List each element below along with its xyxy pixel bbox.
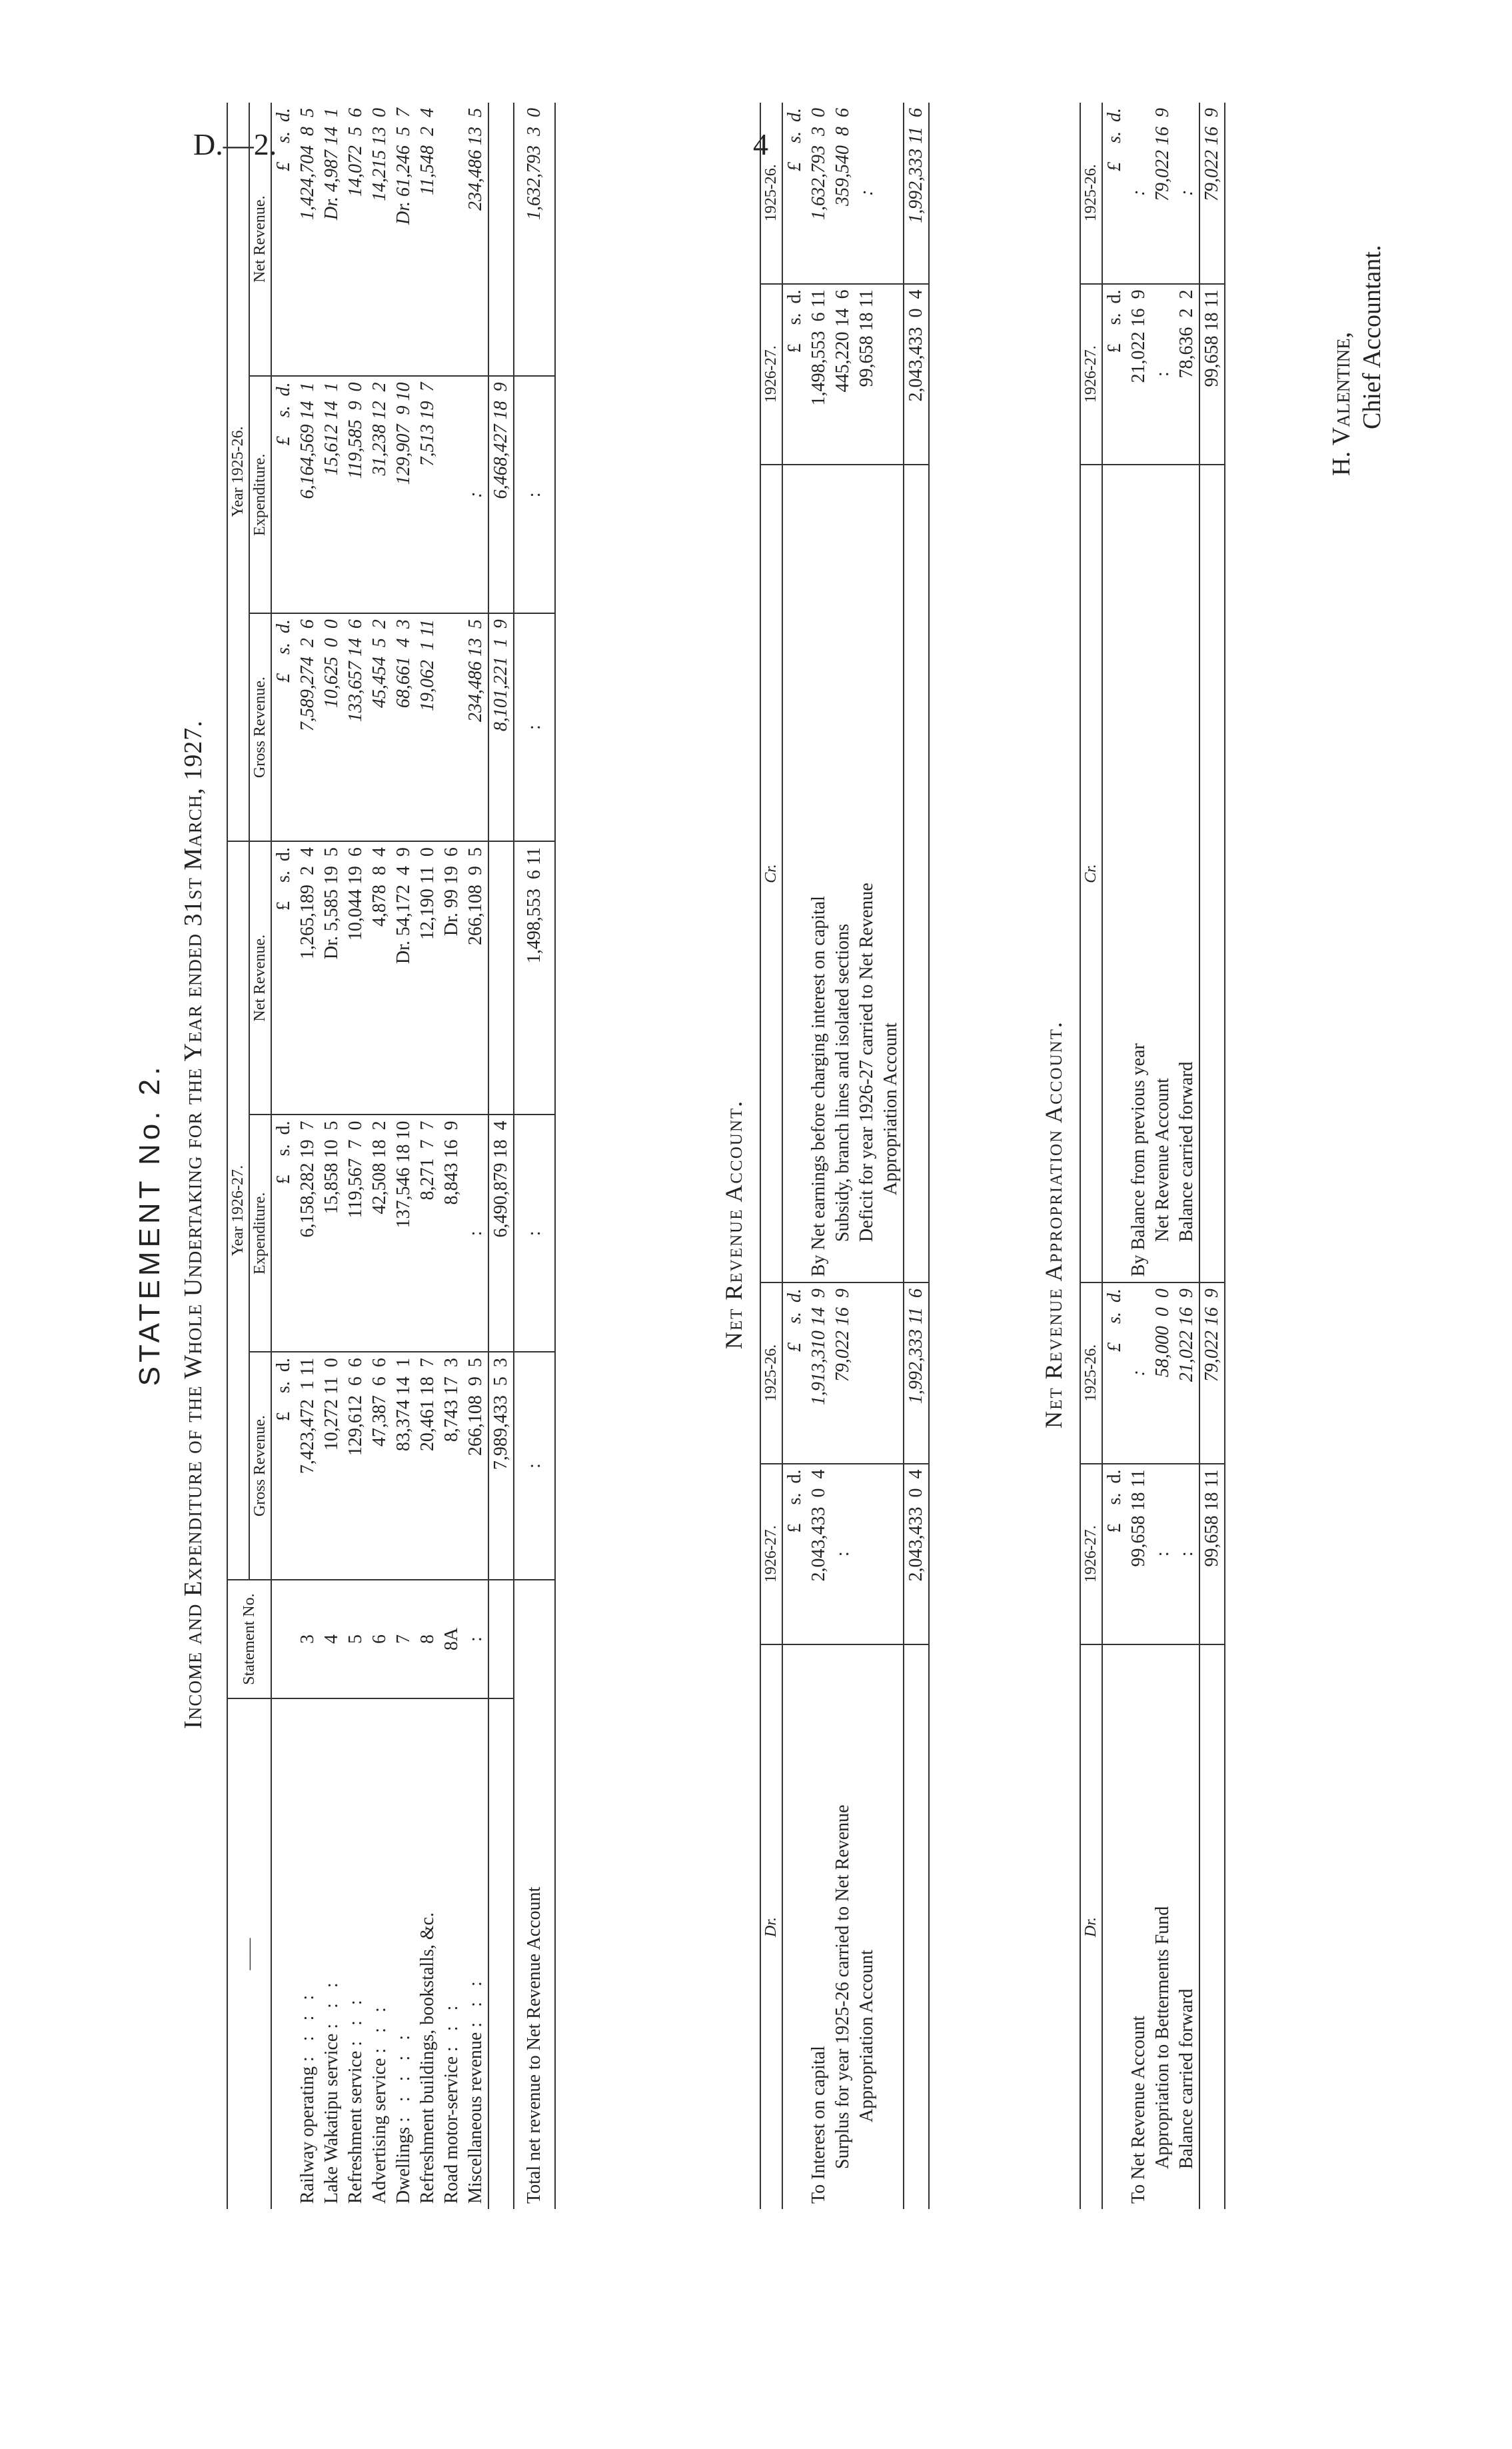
dr-total: 2,043,433 0 4: [904, 1464, 929, 1644]
account-row: [831, 103, 855, 2209]
year-current-header: 1926-27.: [1080, 1464, 1102, 1644]
row-label: Dwellings: [393, 2126, 414, 2204]
row-dots: : : :: [345, 1994, 366, 2046]
row-label: Advertising service: [369, 2058, 390, 2204]
gross-value-prev: 68,661 4 3: [392, 613, 416, 841]
dr-value-prev: 1,913,310 14 9: [807, 1282, 831, 1463]
expenditure-value-prev: 6,164,569 14 1: [296, 376, 320, 613]
year-previous-header: 1925-26.: [1082, 164, 1100, 222]
net-value-prev: 14,072 5 6: [345, 108, 366, 197]
dr-value-prev: :: [1127, 1282, 1151, 1463]
units: £ s. d.: [271, 1115, 296, 1352]
expenditure-value-prev: 31,238 12 2: [368, 376, 392, 613]
row-label: Lake Wakatipu service: [321, 2033, 342, 2204]
net-dr: Dr.: [393, 941, 414, 965]
units: £ s. d.: [782, 284, 807, 465]
gross-value: 20,461 18 7: [416, 1352, 440, 1580]
net-header: Net Revenue.: [249, 841, 271, 1115]
row-dots: : : :: [369, 2002, 390, 2054]
cr-line: Appropriation Account: [879, 465, 904, 1282]
cr-value-prev: :: [856, 189, 877, 196]
gross-value: 266,108 9 5: [464, 1352, 488, 1580]
gross-value-prev: 10,625 0 0: [320, 613, 344, 841]
net-total-label: Total net revenue to Net Revenue Account: [514, 1580, 555, 2209]
account-row: [1127, 103, 1151, 2209]
cr-total: 2,043,433 0 4: [904, 284, 929, 465]
dr-value: [855, 1464, 879, 1644]
cr-value: 99,658 18 11: [855, 284, 879, 465]
units: £ s. d.: [1104, 108, 1125, 171]
gross-value-prev: [440, 613, 464, 841]
expenditure-value: 8,271 7 7: [416, 1115, 440, 1352]
net-value-prev: 234,486 13 5: [465, 108, 486, 211]
units: £ s. d.: [273, 108, 294, 171]
expenditure-value-prev: 7,513 19 7: [416, 376, 440, 613]
signature-block: [1326, 245, 1387, 476]
dr-value: :: [1151, 1464, 1175, 1644]
net-revenue-account-title: Net Revenue Account.: [720, 1099, 747, 1350]
row-statement-no: :: [464, 1580, 488, 1698]
year-previous-header: 1925-26.: [1080, 1282, 1102, 1463]
net-total-current: 1,498,553 6 11: [514, 841, 555, 1115]
expenditure-value-prev: 15,612 14 1: [320, 376, 344, 613]
table-row: [416, 103, 440, 2209]
row-dots: : : : : :: [393, 2029, 414, 2122]
cr-header: Cr.: [760, 465, 782, 1282]
units: £ s. d.: [271, 376, 296, 613]
cr-value-prev: 1,632,793 3 0: [808, 108, 829, 220]
cr-line: By Balance from previous year: [1127, 465, 1151, 1282]
gross-value: 83,374 14 1: [392, 1352, 416, 1580]
cr-value: :: [1151, 284, 1175, 465]
row-statement-no: 3: [296, 1580, 320, 1698]
dr-value-prev: [855, 1282, 879, 1463]
expenditure-total: 6,490,879 18 4: [488, 1115, 514, 1352]
year-current-header: Year 1926-27.: [227, 841, 249, 1580]
dr-value: :: [831, 1464, 855, 1644]
net-dr: Dr.: [321, 936, 342, 960]
net-value-prev: 1,424,704 8 5: [297, 108, 318, 220]
row-dots: : : :: [441, 2000, 462, 2052]
expenditure-value: :: [464, 1115, 488, 1352]
dr-value: 99,658 18 11: [1127, 1464, 1151, 1644]
row-statement-no: 8: [416, 1580, 440, 1698]
units: £ s. d.: [782, 1464, 807, 1644]
units: £ s. d.: [271, 1352, 296, 1580]
net-total-row: Total net revenue to Net Revenue Account : : 1,498,553 6 11 : : 1,632,793 3 0: [514, 103, 555, 2209]
signatory-title: Chief Accountant.: [1358, 245, 1386, 429]
statement-title: STATEMENT No. 2.: [133, 1063, 166, 1386]
gross-value: 47,387 6 6: [368, 1352, 392, 1580]
cr-value-prev: 359,540 8 6: [832, 108, 853, 206]
year-current-header: 1926-27.: [1080, 284, 1102, 465]
dr-total-prev: 1,992,333 11 6: [904, 1282, 929, 1463]
net-value: 10,044 19 6: [345, 847, 366, 941]
net-value-prev: 14,215 13 0: [369, 108, 390, 201]
gross-value: 129,612 6 6: [344, 1352, 368, 1580]
expenditure-header-prev: Expenditure.: [249, 376, 271, 613]
row-dots: : : :: [321, 1977, 342, 2029]
gross-value-prev: 19,062 1 11: [416, 613, 440, 841]
row-statement-no: 7: [392, 1580, 416, 1698]
account-totals-row: [904, 103, 929, 2209]
gross-value-prev: 234,486 13 5: [464, 613, 488, 841]
dr-value-prev: 21,022 16 9: [1175, 1282, 1199, 1463]
net-total-previous: 1,632,793 3 0: [524, 108, 544, 220]
dr-value: 2,043,433 0 4: [807, 1464, 831, 1644]
row-label: Miscellaneous revenue: [465, 2032, 486, 2204]
net-value-prev: 4,987 14 1: [321, 108, 342, 192]
net-value-prev: 61,246 5 7: [393, 108, 414, 197]
expenditure-value-prev: :: [464, 376, 488, 613]
year-previous-header: 1925-26.: [760, 1282, 782, 1463]
expenditure-value: 8,843 16 9: [440, 1115, 464, 1352]
dr-line: Appropriation to Betterments Fund: [1151, 1644, 1175, 2209]
year-previous-header: Year 1925-26.: [227, 103, 249, 841]
table-row: [296, 103, 320, 2209]
net-value: 1,265,189 2 4: [297, 847, 318, 960]
net-dr: Dr.: [441, 913, 462, 937]
particulars-header: ——: [227, 1698, 271, 2209]
account-row: [1151, 103, 1175, 2209]
cr-total: 99,658 18 11: [1199, 284, 1225, 465]
expenditure-value-prev: 119,585 9 0: [344, 376, 368, 613]
cr-line: Net Revenue Account: [1151, 465, 1175, 1282]
units: £ s. d.: [782, 1282, 807, 1463]
row-dots: : : : :: [297, 1989, 318, 2062]
cr-value: 1,498,553 6 11: [807, 284, 831, 465]
cr-value-prev: :: [1128, 189, 1149, 196]
expenditure-value: 6,158,282 19 7: [296, 1115, 320, 1352]
gross-value: 7,423,472 1 11: [296, 1352, 320, 1580]
row-statement-no: 5: [344, 1580, 368, 1698]
dr-value-prev: 58,000 0 0: [1151, 1282, 1175, 1463]
cr-value-prev: :: [1176, 189, 1197, 196]
gross-value: 10,272 11 0: [320, 1352, 344, 1580]
units: £ s. d.: [784, 108, 805, 171]
net-revenue-account-table: [760, 103, 930, 2209]
account-row: [855, 103, 879, 2209]
units: £ s. d.: [271, 613, 296, 841]
table-row: [344, 103, 368, 2209]
dr-header: Dr.: [1080, 1644, 1102, 2209]
gross-header-prev: Gross Revenue.: [249, 613, 271, 841]
net-value: 5,585 19 5: [321, 847, 342, 932]
cr-value: 21,022 16 9: [1127, 284, 1151, 465]
dr-line: Appropriation Account: [855, 1644, 879, 2209]
dr-value: :: [1175, 1464, 1199, 1644]
net-value: 54,172 4 9: [393, 847, 414, 937]
net-value: 4,878 8 4: [369, 847, 390, 927]
net-header-prev: Net Revenue.: [251, 195, 269, 283]
table-row: [392, 103, 416, 2209]
year-current-header: 1926-27.: [760, 284, 782, 465]
expenditure-value-prev: 129,907 9 10: [392, 376, 416, 613]
gross-value-prev: 45,454 5 2: [368, 613, 392, 841]
dr-value-prev: 79,022 16 9: [831, 1282, 855, 1463]
statement-subtitle: Income and Expenditure of the Whole Undertaking for the Year ended 31st March, 1927.: [179, 720, 207, 1729]
gross-value: 8,743 17 3: [440, 1352, 464, 1580]
page-reference: D.—2.: [193, 127, 277, 161]
net-dr-prev: Dr.: [321, 197, 342, 221]
table-row: [320, 103, 344, 2209]
row-label: Refreshment buildings, bookstalls, &c.: [417, 1912, 438, 2204]
gross-value-prev: 7,589,274 2 6: [296, 613, 320, 841]
cr-line: Deficit for year 1926-27 carried to Net Revenue: [855, 465, 879, 1282]
table-row: [440, 103, 464, 2209]
year-current-header: 1926-27.: [760, 1464, 782, 1644]
row-label: Railway operating: [297, 2066, 318, 2204]
expenditure-header: Expenditure.: [249, 1115, 271, 1352]
appropriation-account-title: Net Revenue Appropriation Account.: [1040, 1021, 1067, 1428]
signatory-name: H. Valentine,: [1327, 331, 1355, 476]
year-previous-header: 1925-26.: [762, 164, 780, 222]
units: £ s. d.: [1102, 284, 1127, 465]
cr-value: 445,220 14 6: [831, 284, 855, 465]
net-value: 266,108 9 5: [465, 847, 486, 946]
cr-header: Cr.: [1080, 465, 1102, 1282]
row-label: Refreshment service: [345, 2050, 366, 2204]
cr-line: By Net earnings before charging interest on capital: [807, 465, 831, 1282]
cr-line: Subsidy, branch lines and isolated sections: [831, 465, 855, 1282]
statement-no-header: Statement No.: [227, 1580, 271, 1698]
expenditure-value: 15,858 10 5: [320, 1115, 344, 1352]
cr-line: Balance carried forward: [1175, 465, 1199, 1282]
totals-row: [488, 103, 514, 2209]
cr-value-prev: 79,022 16 9: [1152, 108, 1173, 201]
row-statement-no: 4: [320, 1580, 344, 1698]
row-dots: : : :: [465, 1976, 486, 2028]
dr-header: Dr.: [760, 1644, 782, 2209]
net-dr-prev: Dr.: [393, 201, 414, 225]
income-expenditure-table: [227, 103, 556, 2209]
expenditure-value: 137,546 18 10: [392, 1115, 416, 1352]
net-value: 99 19 6: [441, 847, 462, 909]
table-row: [368, 103, 392, 2209]
account-row: [1175, 103, 1199, 2209]
account-row: [879, 103, 904, 2209]
units: £ s. d.: [271, 841, 296, 1115]
dr-line: Surplus for year 1925-26 carried to Net Revenue: [831, 1644, 855, 2209]
gross-header: Gross Revenue.: [249, 1352, 271, 1580]
gross-total-prev: 8,101,221 1 9: [488, 613, 514, 841]
row-label: Road motor-service: [441, 2056, 462, 2204]
dr-total-prev: 79,022 16 9: [1199, 1282, 1225, 1463]
appropriation-account-table: [1080, 103, 1225, 2209]
table-row: [464, 103, 488, 2209]
net-value-prev: 11,548 2 4: [417, 108, 438, 195]
expenditure-total-prev: 6,468,427 18 9: [488, 376, 514, 613]
expenditure-value: 119,567 7 0: [344, 1115, 368, 1352]
units: £ s. d.: [1102, 1282, 1127, 1463]
gross-value-prev: 133,657 14 6: [344, 613, 368, 841]
dr-total: 99,658 18 11: [1199, 1464, 1225, 1644]
net-value: 12,190 11 0: [417, 847, 438, 941]
row-statement-no: 6: [368, 1580, 392, 1698]
dr-line: To Net Revenue Account: [1127, 1644, 1151, 2209]
cr-total-prev: 79,022 16 9: [1201, 108, 1222, 201]
account-totals-row: [1199, 103, 1225, 2209]
account-row: [807, 103, 831, 2209]
expenditure-value: 42,508 18 2: [368, 1115, 392, 1352]
row-statement-no: 8A: [440, 1580, 464, 1698]
cr-value: 78,636 2 2: [1175, 284, 1199, 465]
dr-line: To Interest on capital: [807, 1644, 831, 2209]
gross-total: 7,989,433 5 3: [488, 1352, 514, 1580]
expenditure-value-prev: [440, 376, 464, 613]
page-number: 4: [753, 127, 768, 161]
units: £ s. d.: [1102, 1464, 1127, 1644]
cr-total-prev: 1,992,333 11 6: [906, 108, 926, 223]
dr-line: Balance carried forward: [1175, 1644, 1199, 2209]
